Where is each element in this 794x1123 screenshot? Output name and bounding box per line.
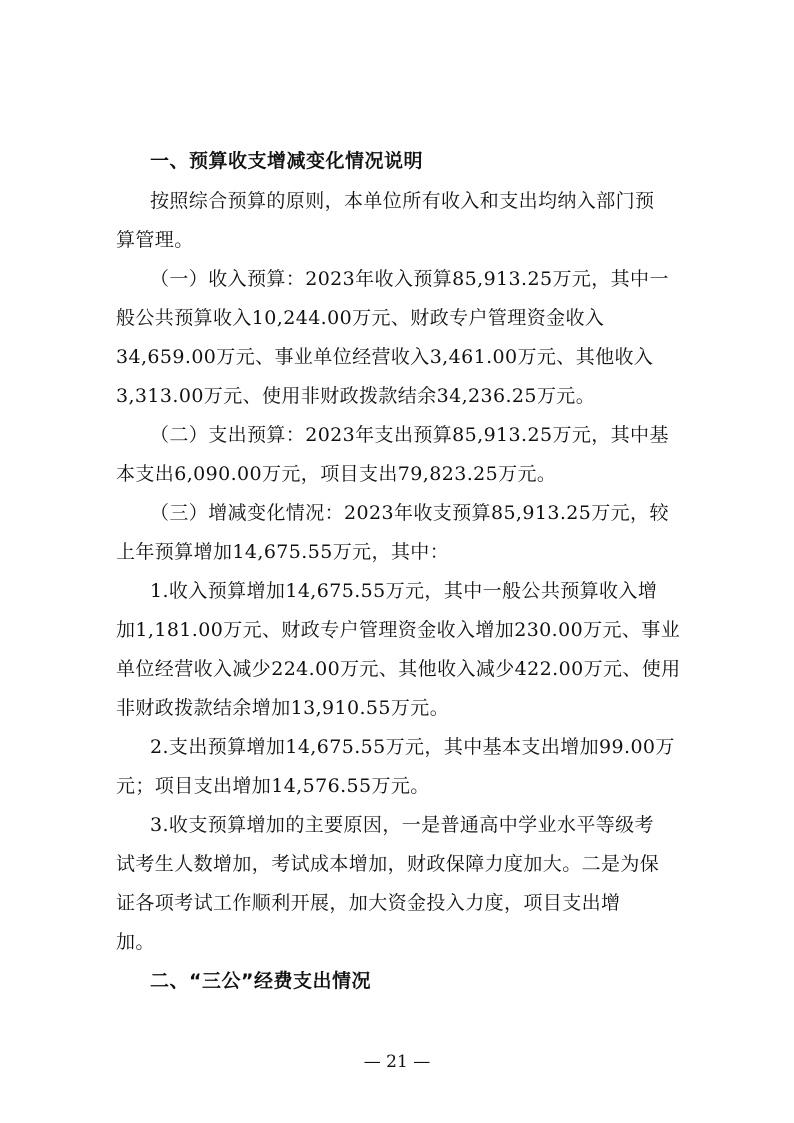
paragraph-line: 非财政拨款结余增加13,910.55万元。	[116, 697, 450, 719]
paragraph-line: 试考生人数增加，考试成本增加，财政保障力度加大。二是为保	[116, 853, 660, 875]
paragraph-line: 按照综合预算的原则，本单位所有收入和支出均纳入部门预	[150, 190, 655, 212]
paragraph-line: 上年预算增加14,675.55万元，其中：	[116, 541, 450, 563]
paragraph-line: 3,313.00万元、使用非财政拨款结余34,236.25万元。	[116, 385, 596, 407]
paragraph-line: 2.支出预算增加14,675.55万元，其中基本支出增加99.00万	[150, 736, 675, 758]
paragraph-line: 算管理。	[116, 229, 194, 251]
paragraph-line: 单位经营收入减少224.00万元、其他收入减少422.00万元、使用	[116, 658, 681, 680]
page-number: — 21 —	[363, 1052, 431, 1072]
paragraph-line: （一）收入预算：2023年收入预算85,913.25万元，其中一	[150, 268, 669, 290]
paragraph-line: （三）增减变化情况：2023年收支预算85,913.25万元，较	[150, 502, 669, 524]
paragraph-line: 34,659.00万元、事业单位经营收入3,461.00万元、其他收入	[116, 346, 654, 368]
section-heading-budget-change: 一、预算收支增减变化情况说明	[150, 150, 424, 172]
paragraph-line: 1.收入预算增加14,675.55万元，其中一般公共预算收入增	[150, 580, 658, 602]
paragraph-line: 加1,181.00万元、财政专户管理资金收入增加230.00万元、事业	[116, 619, 681, 641]
paragraph-line: 般公共预算收入10,244.00万元、财政专户管理资金收入	[116, 307, 605, 329]
paragraph-line: 本支出6,090.00万元，项目支出79,823.25万元。	[116, 463, 557, 485]
paragraph-line: （二）支出预算：2023年支出预算85,913.25万元，其中基	[150, 424, 669, 446]
paragraph-line: 证各项考试工作顺利开展，加大资金投入力度，项目支出增	[116, 892, 621, 914]
paragraph-line: 加。	[116, 931, 155, 953]
paragraph-line: 3.收支预算增加的主要原因，一是普通高中学业水平等级考	[150, 814, 654, 836]
section-heading-three-public: 二、“三公”经费支出情况	[150, 970, 371, 992]
paragraph-line: 元；项目支出增加14,576.55万元。	[116, 775, 430, 797]
